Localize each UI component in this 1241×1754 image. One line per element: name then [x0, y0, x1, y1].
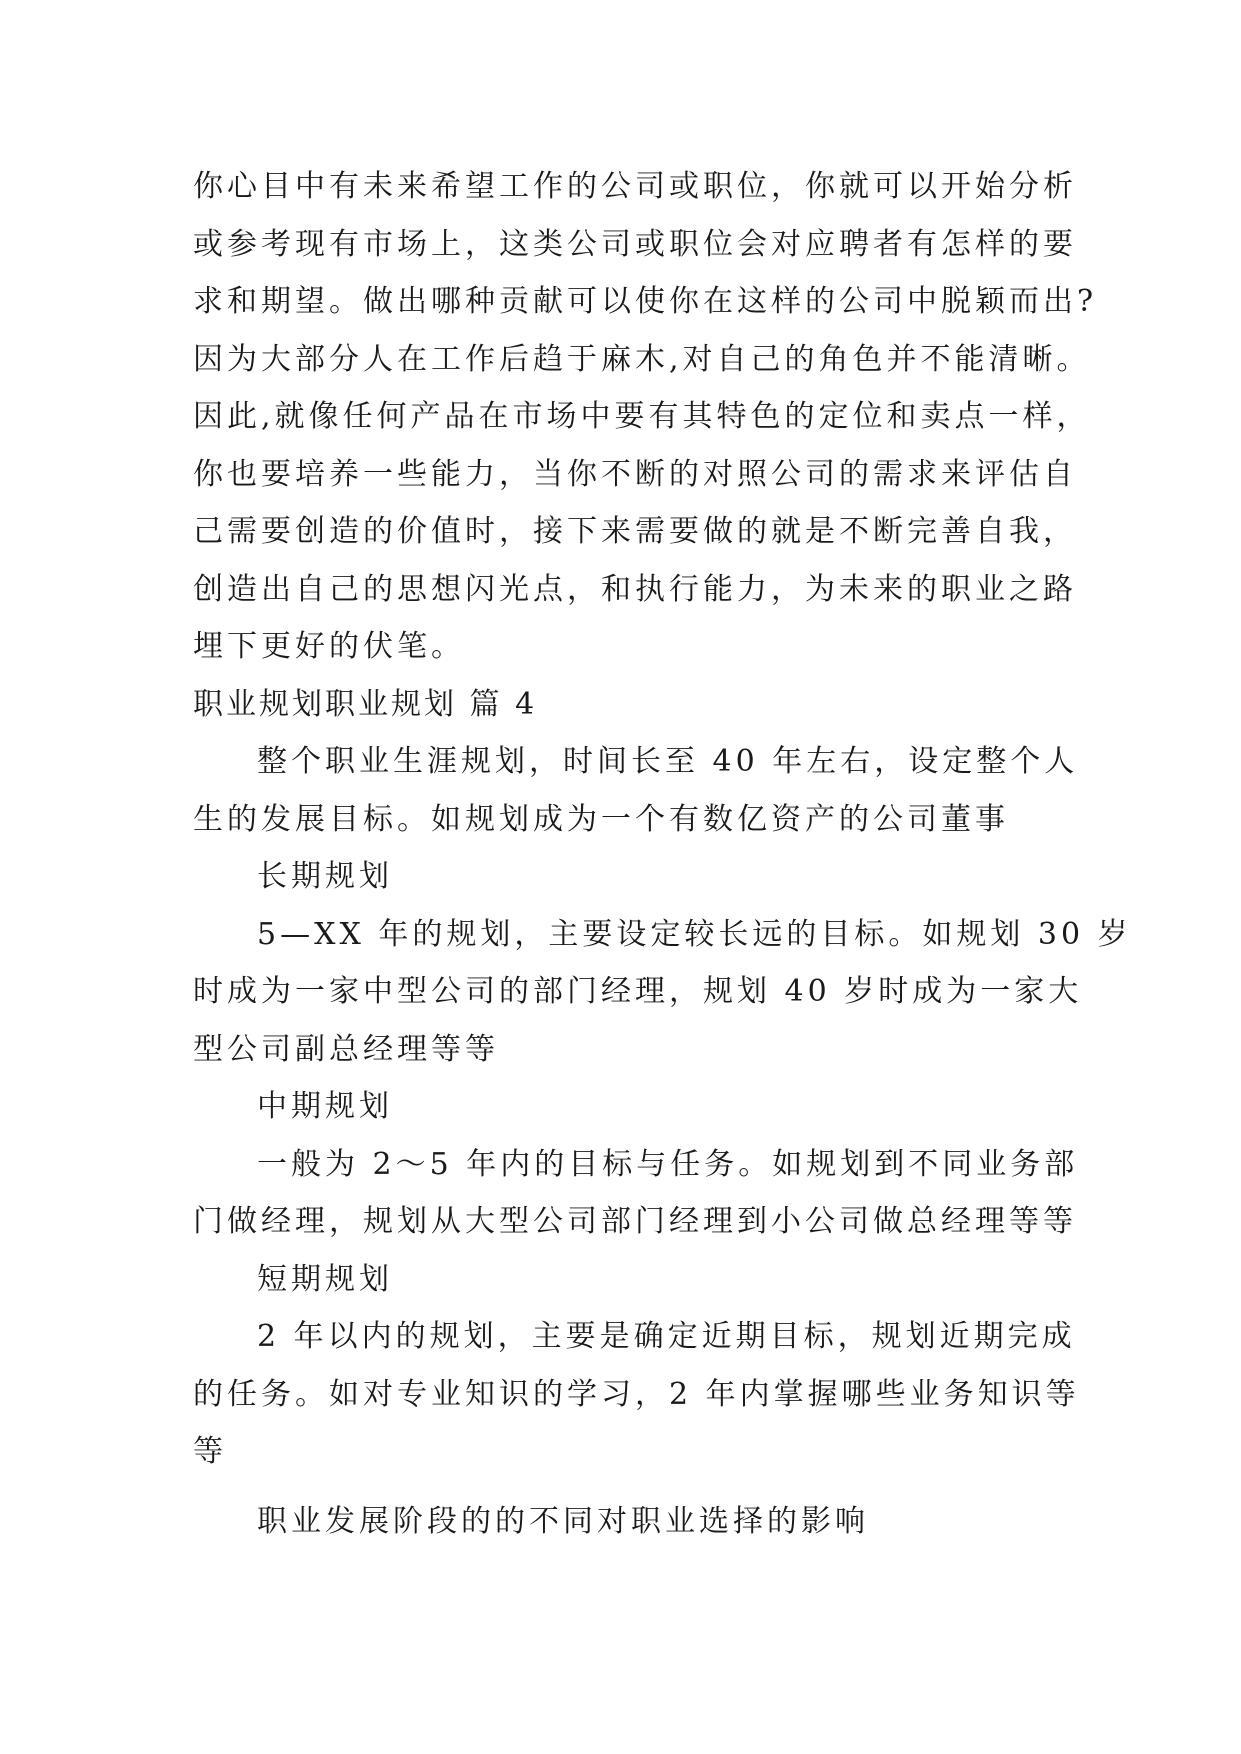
text-line: 整个职业生涯规划，时间长至 40 年左右，设定整个人 [257, 744, 1079, 779]
text-line: 一般为 2～5 年内的目标与任务。如规划到不同业务部 [257, 1146, 1079, 1182]
text-line: 或参考现有市场上，这类公司或职位会对应聘者有怎样的要 [193, 226, 1077, 262]
text-line: 生的发展目标。如规划成为一个有数亿资产的公司董事 [193, 801, 1009, 837]
text-line: 埋下更好的伏笔。 [193, 629, 465, 664]
text-line: 因为大部分人在工作后趋于麻木,对自己的角色并不能清晰。 [193, 341, 1091, 377]
text-line: 等 [193, 1434, 227, 1469]
text-line: 的任务。如对专业知识的学习，2 年内掌握哪些业务知识等 [193, 1376, 1080, 1412]
text-line: 2 年以内的规划，主要是确定近期目标，规划近期完成 [257, 1319, 1076, 1354]
subheading-long-term: 长期规划 [257, 859, 393, 894]
text-line: 因此,就像任何产品在市场中要有其特色的定位和卖点一样， [193, 399, 1091, 434]
text-line: 己需要创造的价值时，接下来需要做的就是不断完善自我， [193, 514, 1077, 549]
text-line: 创造出自己的思想闪光点，和执行能力，为未来的职业之路 [193, 571, 1077, 607]
text-line: 5—XX 年的规划，主要设定较长远的目标。如规划 30 岁 [257, 916, 1132, 952]
subheading-mid-term: 中期规划 [257, 1089, 393, 1124]
paragraph-gap [193, 1481, 1063, 1493]
subheading-short-term: 短期规划 [257, 1261, 393, 1297]
text-line: 你心目中有未来希望工作的公司或职位，你就可以开始分析 [193, 169, 1077, 204]
section-heading: 职业规划职业规划 篇 4 [193, 686, 538, 722]
text-line: 求和期望。做出哪种贡献可以使你在这样的公司中脱颖而出? [193, 284, 1098, 319]
closing-line: 职业发展阶段的的不同对职业选择的影响 [257, 1503, 869, 1539]
text-line: 时成为一家中型公司的部门经理，规划 40 岁时成为一家大 [193, 974, 1083, 1009]
text-line: 你也要培养一些能力，当你不断的对照公司的需求来评估自 [193, 456, 1077, 492]
text-line: 型公司副总经理等等 [193, 1031, 499, 1067]
text-line: 门做经理，规划从大型公司部门经理到小公司做总经理等等 [193, 1204, 1077, 1239]
document-body [193, 158, 1132, 1550]
